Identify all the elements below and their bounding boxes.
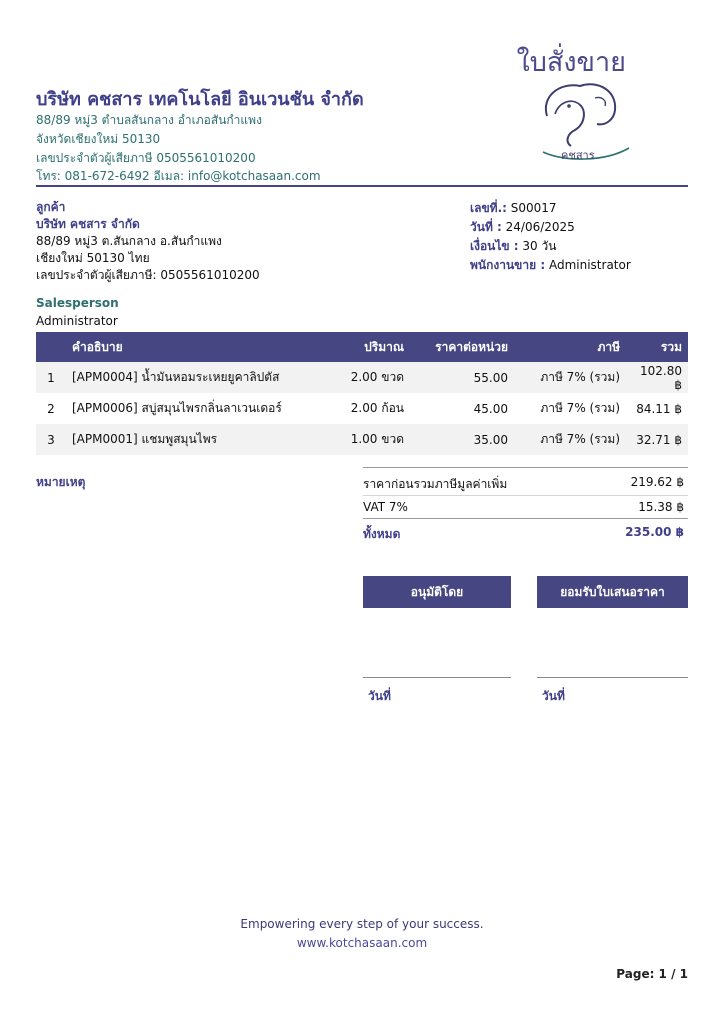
notes-label: หมายเหตุ [36,475,86,489]
company-name: บริษัท คชสาร เทคโนโลยี อินเวนชัน จำกัด [36,89,364,110]
accept-date-label: วันที่ [542,689,565,703]
row-quantity: 2.00 ก้อน [350,401,404,415]
company-address-line2: จังหวัดเชียงใหม่ 50130 [36,132,161,146]
header-divider [36,185,688,187]
subtotal-row [363,475,684,494]
company-logo [535,76,635,166]
subtotal-label: ราคาก่อนรวมภาษีมูลค่าเพิ่ม [363,477,508,491]
totals-mid-line [363,495,688,496]
col-no [36,332,66,362]
subtotal-value: 219.62 ฿ [630,475,684,489]
row-total: 102.80 ฿ [626,362,688,393]
page-number: Page: 1 / 1 [616,967,688,981]
customer-name: บริษัท คชสาร จำกัด [36,217,140,231]
company-contact: โทร: 081-672-6492 อีเมล: info@kotchasaan.com [36,169,321,183]
order-number: S00017 [510,201,557,215]
row-description: [APM0001] แชมพูสมุนไพร [66,424,328,455]
customer-address-line1: 88/89 หมู่3 ต.สันกลาง อ.สันกำแพง [36,234,222,248]
table-header-row [36,332,688,362]
row-description: [APM0004] น้ำมันหอมระเหยยูคาลิปตัส [66,362,328,393]
vat-value: 15.38 ฿ [638,500,684,514]
row-total: 84.11 ฿ [636,401,682,416]
row-quantity: 1.00 ขวด [328,424,410,455]
customer-address-line2: เชียงใหม่ 50130 ไทย [36,251,150,265]
col-tax: ภาษี [514,332,626,362]
salesman-label: พนักงานขาย : [470,258,546,272]
col-total: รวม [626,332,688,362]
company-address-line1: 88/89 หมู่3 ตำบลสันกลาง อำเภอสันกำแพง [36,113,262,127]
logo-text: คชสาร [561,149,595,162]
row-quantity: 2.00 ขวด [328,362,410,393]
table-row [36,393,688,424]
order-meta [470,199,631,275]
salesperson-name: Administrator [36,314,118,328]
row-tax: ภาษี 7% (รวม) [540,401,620,415]
footer-website-link[interactable]: www.kotchasaan.com [296,936,428,950]
approved-by-header: อนุมัติโดย [363,576,511,608]
row-number: 1 [36,362,66,393]
row-tax: ภาษี 7% (รวม) [514,424,626,455]
vat-row [363,500,684,514]
order-date-label: วันที่ : [470,220,502,234]
order-date: 24/06/2025 [505,220,575,234]
row-unit-price: 45.00 [473,401,508,416]
payment-terms: 30 วัน [522,239,557,253]
table-row [36,424,688,455]
accept-signature-line [537,677,688,678]
document-title: ใบสั่งขาย [516,47,626,78]
vat-label: VAT 7% [363,500,408,514]
totals-grand-line [363,518,688,519]
col-quantity: ปริมาณ [328,332,410,362]
customer-tax-id: เลขประจำตัวผู้เสียภาษี: 0505561010200 [36,268,260,282]
row-number: 2 [47,401,55,416]
approved-date-label: วันที่ [368,689,391,703]
col-description: คำอธิบาย [66,332,328,362]
row-description: [APM0006] สบู่สมุนไพรกลิ่นลาเวนเดอร์ [72,401,282,415]
table-row [36,362,688,393]
row-unit-price: 55.00 [410,362,514,393]
company-tax-id: เลขประจำตัวผู้เสียภาษี 0505561010200 [36,151,256,165]
salesman-name: Administrator [548,258,631,272]
salesperson-label: Salesperson [36,296,119,310]
order-lines-table [36,332,688,455]
grand-total-label: ทั้งหมด [363,527,401,541]
order-number-label: เลขที่.: [470,201,507,215]
row-total: 32.71 ฿ [626,424,688,455]
payment-terms-label: เงื่อนไข : [470,239,519,253]
approved-signature-line [363,677,511,678]
row-tax: ภาษี 7% (รวม) [514,362,626,393]
grand-total-row [363,525,684,544]
customer-label: ลูกค้า [36,200,66,214]
col-unit-price: ราคาต่อหน่วย [410,332,514,362]
row-number: 3 [36,424,66,455]
accept-quotation-header: ยอมรับใบเสนอราคา [537,576,688,608]
totals-top-line [363,467,688,468]
grand-total-value: 235.00 ฿ [625,525,684,539]
footer-tagline: Empowering every step of your success. [240,917,484,931]
customer-block [36,199,260,284]
row-unit-price: 35.00 [410,424,514,455]
